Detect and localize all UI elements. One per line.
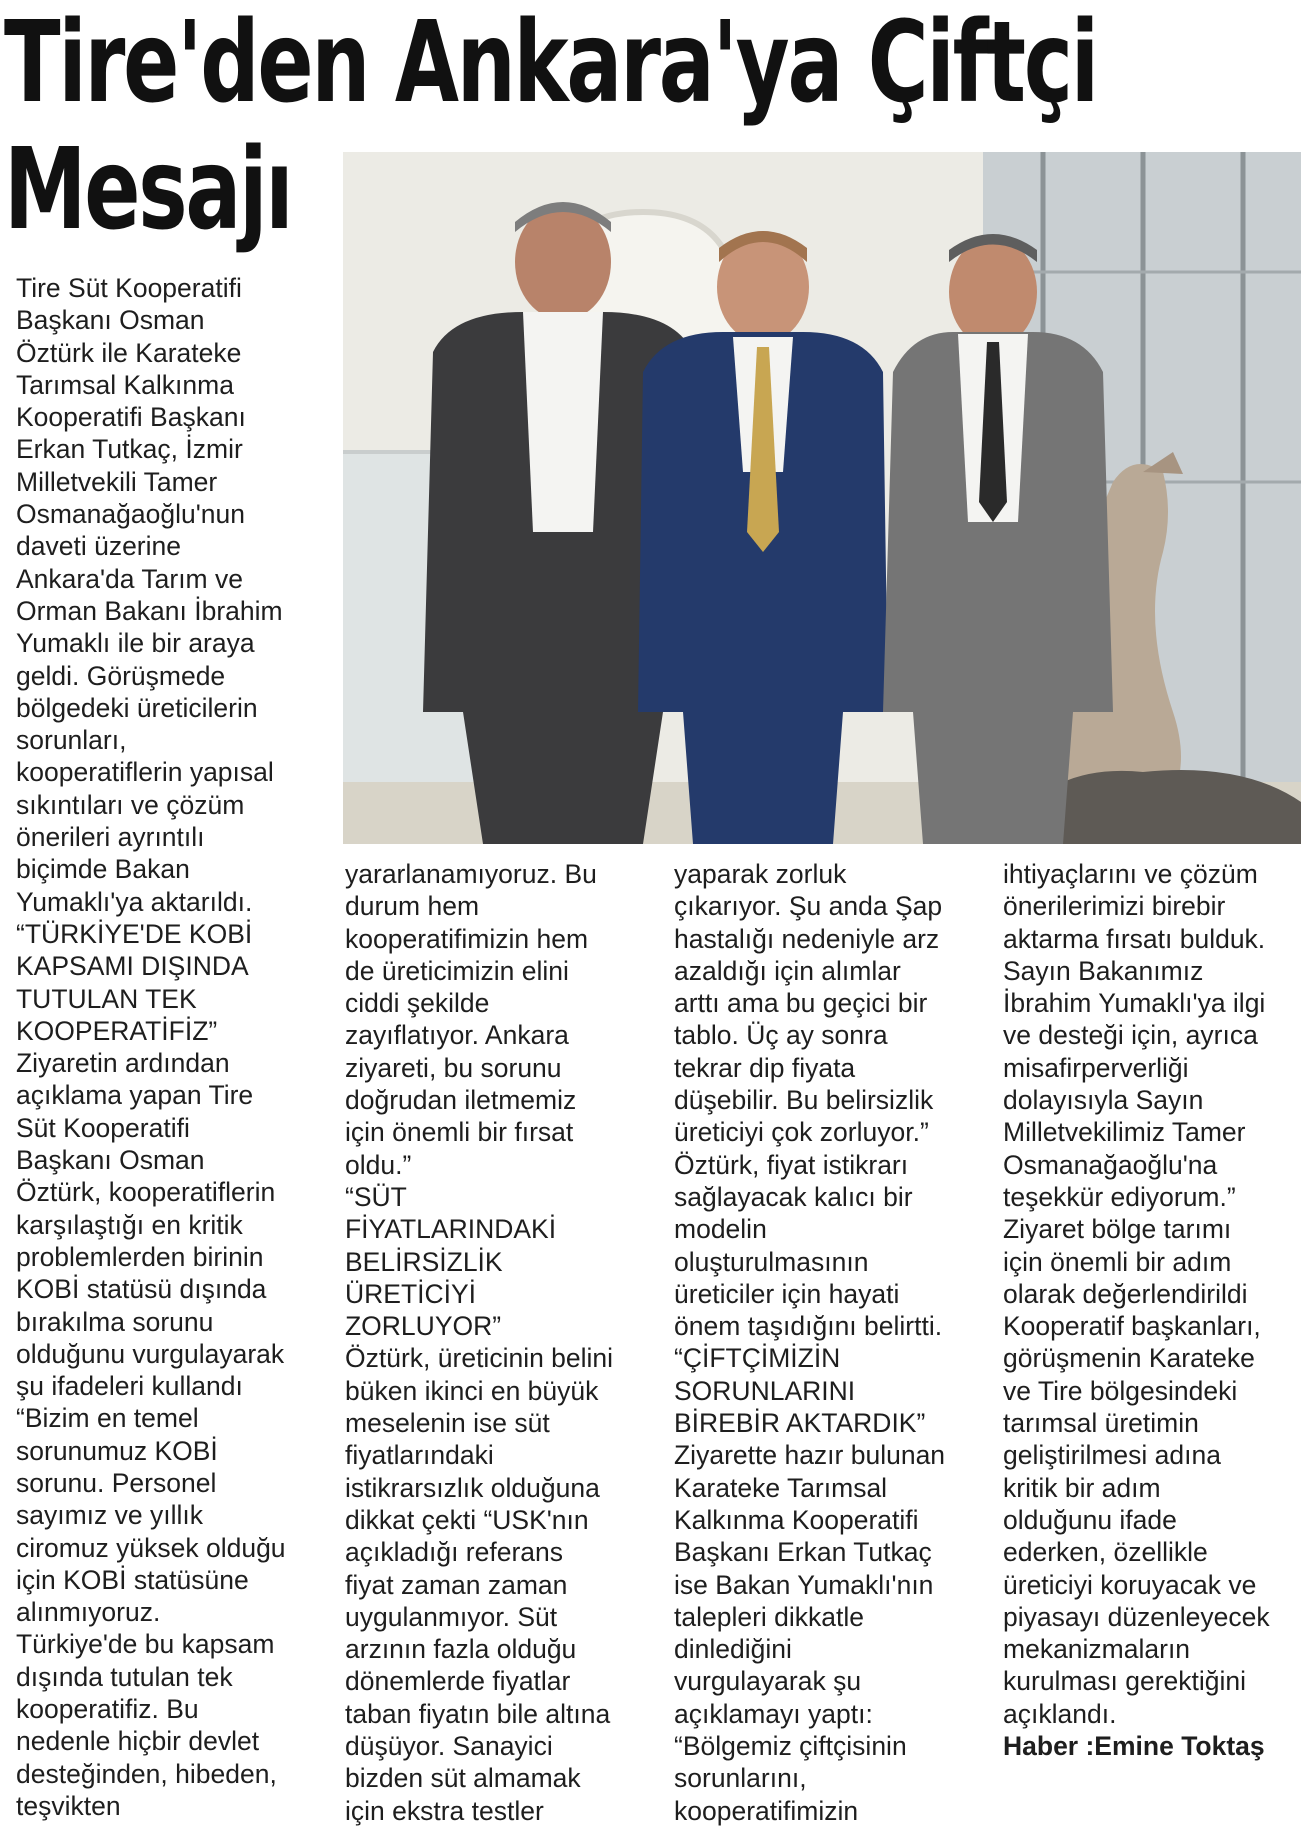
article-text-line: teşekkür ediyorum.” — [1003, 1181, 1236, 1212]
headline-line-2: Mesajı — [4, 125, 292, 255]
article-text-line: meselenin ise süt — [345, 1408, 550, 1439]
article-text-line: yararlanamıyoruz. Bu — [345, 859, 597, 889]
article-text-line: için önemli bir fırsat — [345, 1117, 574, 1148]
article-text-line: olduğunu vurgulayarak — [16, 1338, 285, 1369]
article-text-line: sorunumuz KOBİ — [16, 1435, 218, 1466]
article-text-line: Yumaklı ile bir araya — [16, 628, 255, 659]
article-column-3 — [674, 858, 974, 1827]
article-text-line: Yumaklı'ya aktarıldı. — [16, 886, 253, 917]
article-text-line: Kooperatifi Başkanı — [16, 402, 246, 433]
article-text-line: üreticiyi çok zorluyor.” — [674, 1117, 929, 1148]
article-text-line: piyasayı düzenleyecek — [1003, 1601, 1270, 1632]
article-text-line: sayımız ve yıllık — [16, 1500, 204, 1531]
article-text-line: ihtiyaçlarını ve çözüm — [1003, 859, 1258, 889]
article-text-line: talepleri dikkatle — [674, 1601, 865, 1632]
article-text-line: FİYATLARINDAKİ — [345, 1214, 557, 1245]
article-text-line: Sayın Bakanımız — [1003, 955, 1204, 986]
article-text-line: sorunu. Personel — [16, 1467, 217, 1498]
article-text-line: Öztürk, kooperatiflerin — [16, 1177, 276, 1208]
article-text-line: İbrahim Yumaklı'ya ilgi — [1003, 988, 1266, 1019]
article-text-line: önem taşıdığını belirtti. — [674, 1311, 943, 1342]
article-text-line: geldi. Görüşmede — [16, 660, 226, 691]
article-text-line: daveti üzerine — [16, 531, 181, 562]
article-text-line: bölgedeki üreticilerin — [16, 692, 258, 723]
article-text-line: Tarımsal Kalkınma — [16, 369, 234, 400]
article-text-line: önerilerimizi birebir — [1003, 891, 1226, 922]
article-text-line: Kalkınma Kooperatifi — [674, 1504, 919, 1535]
article-text-line: Öztürk ile Karateke — [16, 337, 242, 368]
article-text-line: Tire Süt Kooperatifi — [16, 273, 242, 303]
article-text-line: biçimde Bakan — [16, 854, 190, 885]
article-text-line: kritik bir adım — [1003, 1472, 1161, 1503]
article-text-line: Ziyarette hazır bulunan — [674, 1440, 946, 1471]
article-text-line: nedenle hiçbir devlet — [16, 1726, 260, 1757]
article-text-line: Ankara'da Tarım ve — [16, 563, 243, 594]
article-text-line: görüşmenin Karateke — [1003, 1343, 1255, 1374]
article-text-line: TUTULAN TEK — [16, 983, 197, 1014]
article-text-line: durum hem — [345, 891, 480, 922]
article-photo — [343, 152, 1301, 844]
article-text-line: açıklama yapan Tire — [16, 1080, 254, 1111]
article-text-line: açıklamayı yaptı: — [674, 1698, 873, 1729]
article-text-line: doğrudan iletmemiz — [345, 1085, 577, 1116]
article-text-line: dinlediğini — [674, 1634, 792, 1665]
article-text-line: “Bizim en temel — [16, 1403, 199, 1434]
article-text-line: modelin — [674, 1214, 767, 1245]
article-text-line: olduğunu ifade — [1003, 1504, 1177, 1535]
article-text-line: Karateke Tarımsal — [674, 1472, 888, 1503]
article-text-line: Süt Kooperatifi — [16, 1112, 190, 1143]
article-text-line: sağlayacak kalıcı bir — [674, 1181, 913, 1212]
article-text-line: Öztürk, fiyat istikrarı — [674, 1149, 909, 1180]
article-text-line: çıkarıyor. Şu anda Şap — [674, 891, 943, 922]
article-text-line: düşebilir. Bu belirsizlik — [674, 1085, 934, 1116]
article-text-line: hastalığı nedeniyle arz — [674, 923, 940, 954]
article-column-4 — [1003, 858, 1303, 1827]
article-text-line: Milletvekili Tamer — [16, 466, 218, 497]
article-text-line: Ziyaret bölge tarımı — [1003, 1214, 1232, 1245]
article-text-line: “SÜT — [345, 1181, 407, 1212]
article-text-line: büken ikinci en büyük — [345, 1375, 599, 1406]
article-text-line: Başkanı Erkan Tutkaç — [674, 1537, 932, 1568]
article-text-line: şu ifadeleri kullandı — [16, 1371, 243, 1402]
article-text-line: zayıflatıyor. Ankara — [345, 1020, 569, 1051]
article-text-line: Erkan Tutkaç, İzmir — [16, 434, 243, 465]
article-text-line: oldu.” — [345, 1149, 412, 1180]
article-text-line: KAPSAMI DIŞINDA — [16, 951, 249, 982]
article-text-line: alınmıyoruz. — [16, 1597, 161, 1628]
article-text-line: Orman Bakanı İbrahim — [16, 595, 283, 626]
article-text-line: geliştirilmesi adına — [1003, 1440, 1221, 1471]
article-text-line: tarımsal üretimin — [1003, 1408, 1199, 1439]
article-text-line: fiyatlarındaki — [345, 1440, 494, 1471]
article-text-line: Osmanağaoğlu'na — [1003, 1149, 1218, 1180]
article-text-line: dışında tutulan tek — [16, 1661, 233, 1692]
article-text-line: tablo. Üç ay sonra — [674, 1020, 888, 1051]
article-text-line: taban fiyatın bile altına — [345, 1698, 611, 1729]
article-text-line: düşüyor. Sanayici — [345, 1731, 553, 1762]
article-text-line: Ziyaretin ardından — [16, 1048, 230, 1079]
article-text-line: KOOPERATİFİZ” — [16, 1015, 218, 1046]
article-text-line: azaldığı için alımlar — [674, 955, 901, 986]
article-text-line: Osmanağaoğlu'nun — [16, 499, 246, 530]
article-column-1 — [16, 272, 316, 1827]
article-text-line: BELİRSİZLİK — [345, 1246, 503, 1277]
article-text-line: karşılaştığı en kritik — [16, 1209, 243, 1240]
article-text-line: Kooperatif başkanları, — [1003, 1311, 1261, 1342]
article-text-line: misafirperverliği — [1003, 1052, 1189, 1083]
article-text-line: mekanizmaların — [1003, 1634, 1191, 1665]
article-text-line: arzının fazla olduğu — [345, 1634, 577, 1665]
article-text-line: teşvikten — [16, 1790, 121, 1821]
article-text-line: bırakılma sorunu — [16, 1306, 214, 1337]
article-text-line: arttı ama bu geçici bir — [674, 988, 928, 1019]
article-text-line: ise Bakan Yumaklı'nın — [674, 1569, 934, 1600]
article-text-line: Türkiye'de bu kapsam — [16, 1629, 275, 1660]
article-text-line: yaparak zorluk — [674, 859, 847, 889]
article-text-line: için ekstra testler — [345, 1795, 544, 1826]
article-text-line: vurgulayarak şu — [674, 1666, 862, 1697]
article-text-line: ederken, özellikle — [1003, 1537, 1208, 1568]
article-text-line: de üreticimizin elini — [345, 955, 569, 986]
article-text-line: ziyareti, bu sorunu — [345, 1052, 562, 1083]
article-text-line: “TÜRKİYE'DE KOBİ — [16, 918, 253, 949]
article-text-line: ve Tire bölgesindeki — [1003, 1375, 1238, 1406]
article-text-line: tekrar dip fiyata — [674, 1052, 856, 1083]
article-text-line: aktarma fırsatı bulduk. — [1003, 923, 1266, 954]
article-text-line: sıkıntıları ve çözüm — [16, 789, 245, 820]
article-text-line: ciddi şekilde — [345, 988, 490, 1019]
article-text-line: olarak değerlendirildi — [1003, 1278, 1248, 1309]
article-text-line: ÜRETİCİYİ — [345, 1278, 477, 1309]
article-text-line: dolayısıyla Sayın — [1003, 1085, 1204, 1116]
article-text-line: açıklandı. — [1003, 1698, 1117, 1729]
article-text-line: desteğinden, hibeden, — [16, 1758, 277, 1789]
article-text-line: KOBİ statüsü dışında — [16, 1274, 267, 1305]
article-text-line: ciromuz yüksek olduğu — [16, 1532, 286, 1563]
article-text-line: Başkanı Osman — [16, 1145, 205, 1176]
article-text-line: önerileri ayrıntılı — [16, 822, 205, 853]
article-text-line: kooperatifimizin hem — [345, 923, 589, 954]
article-text-line: üreticiyi koruyacak ve — [1003, 1569, 1257, 1600]
article-text-line: dönemlerde fiyatlar — [345, 1666, 571, 1697]
article-text-line: sorunlarını, — [674, 1763, 807, 1794]
headline-line-1: Tire'den Ankara'ya Çiftçi — [4, 0, 1097, 128]
article-text-line: kooperatifimizin — [674, 1795, 859, 1826]
article-text-line: kurulması gerektiğini — [1003, 1666, 1247, 1697]
article-text-line: BİREBİR AKTARDIK” — [674, 1408, 926, 1439]
article-text-line: Öztürk, üreticinin belini — [345, 1343, 614, 1374]
article-text-line: sorunları, — [16, 725, 127, 756]
article-text-line: istikrarsızlık olduğuna — [345, 1472, 600, 1503]
article-text-line: fiyat zaman zaman — [345, 1569, 568, 1600]
article-text-line: açıkladığı referans — [345, 1537, 564, 1568]
article-text-line: Milletvekilimiz Tamer — [1003, 1117, 1246, 1148]
article-text-line: “Bölgemiz çiftçisinin — [674, 1731, 907, 1762]
article-text-line: için KOBİ statüsüne — [16, 1564, 249, 1595]
article-text-line: ve desteği için, ayrıca — [1003, 1020, 1258, 1051]
article-text-line: Başkanı Osman — [16, 305, 205, 336]
article-text-line: dikkat çekti “USK'nın — [345, 1504, 589, 1535]
article-text-line: kooperatiflerin yapısal — [16, 757, 274, 788]
article-text-line: oluşturulmasının — [674, 1246, 869, 1277]
article-text-line: bizden süt almamak — [345, 1763, 581, 1794]
article-text-line: kooperatifiz. Bu — [16, 1694, 199, 1725]
article-column-2 — [345, 858, 645, 1827]
article-text-line: ZORLUYOR” — [345, 1311, 502, 1342]
article-text-line: SORUNLARINI — [674, 1375, 856, 1406]
article-text-line: “ÇİFTÇİMİZİN — [674, 1343, 841, 1374]
article-text-line: problemlerden birinin — [16, 1241, 264, 1272]
article-text-line: için önemli bir adım — [1003, 1246, 1232, 1277]
article-text-line: üreticiler için hayati — [674, 1278, 900, 1309]
article-text-line: uygulanmıyor. Süt — [345, 1601, 558, 1632]
article-byline: Haber :Emine Toktaş — [1003, 1731, 1265, 1762]
